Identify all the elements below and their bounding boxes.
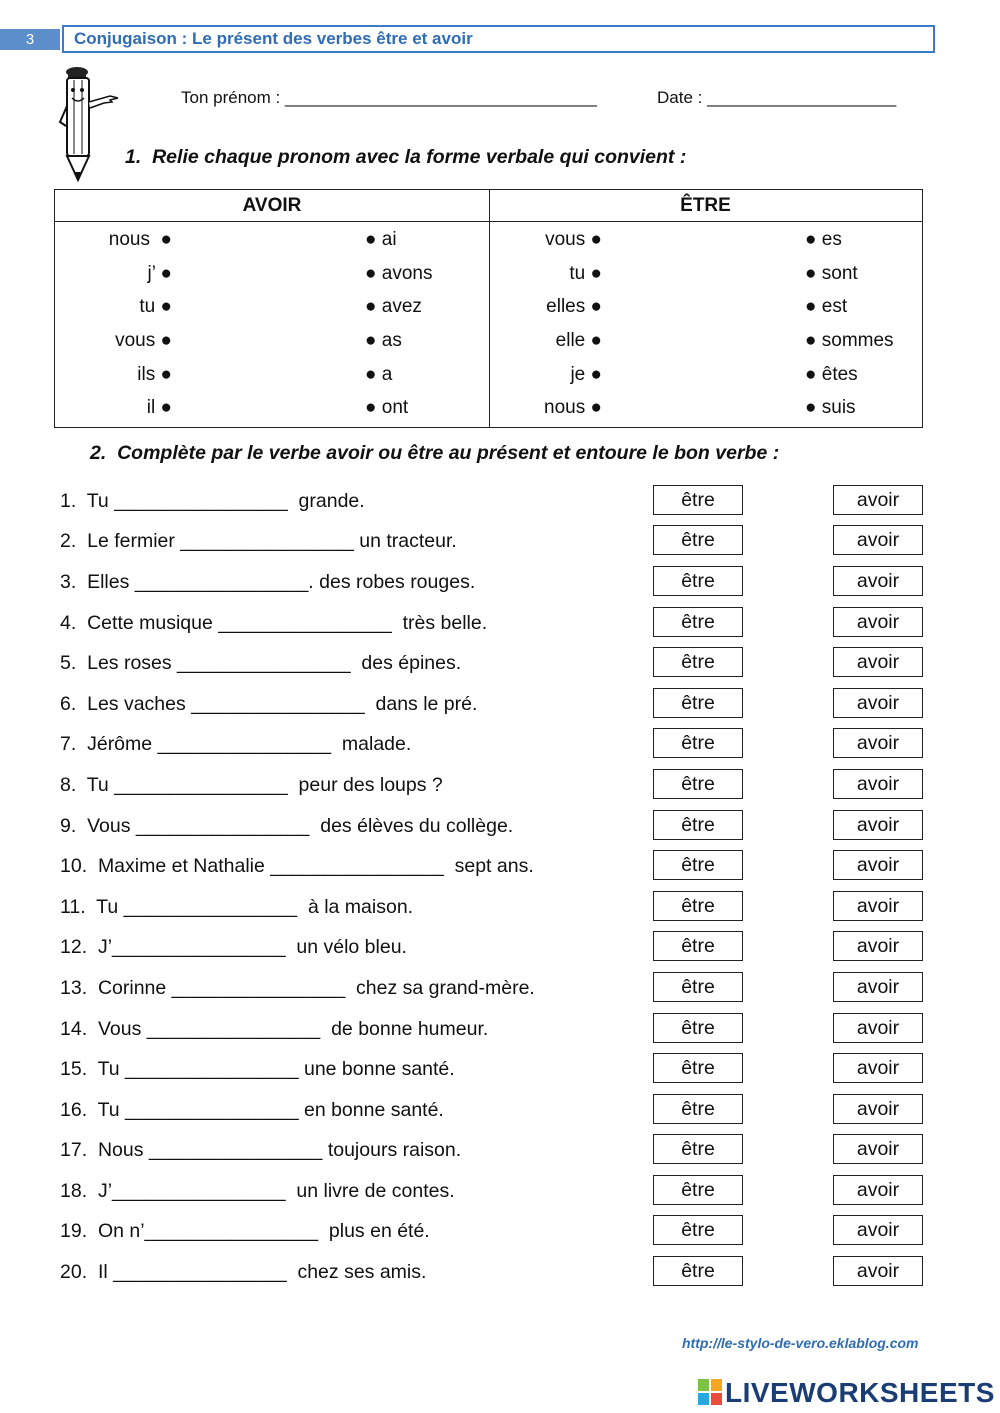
sentence-with-blank[interactable]: 2. Le fermier ________________ un tracteur.: [60, 530, 457, 552]
sentence-with-blank[interactable]: 14. Vous ________________ de bonne humeur.: [60, 1018, 489, 1040]
sentence-with-blank[interactable]: 12. J’________________ un vélo bleu.: [60, 936, 407, 958]
avoir-option-button[interactable]: avoir: [833, 891, 923, 921]
etre-option-button[interactable]: être: [653, 485, 743, 515]
sentence-with-blank[interactable]: 8. Tu ________________ peur des loups ?: [60, 774, 443, 796]
sentence-with-blank[interactable]: 15. Tu ________________ une bonne santé.: [60, 1058, 455, 1080]
avoir-option-button[interactable]: avoir: [833, 769, 923, 799]
etre-option-button[interactable]: être: [653, 1053, 743, 1083]
avoir-option-button[interactable]: avoir: [833, 810, 923, 840]
etre-pronoun-dot[interactable]: vous ●: [545, 229, 602, 250]
exercise-row: [0, 728, 1000, 762]
sentence-with-blank[interactable]: 6. Les vaches ________________ dans le pré.: [60, 693, 478, 715]
exercise-row: [0, 647, 1000, 681]
exercise-row: [0, 1053, 1000, 1087]
avoir-column-header: AVOIR: [55, 190, 490, 222]
sentence-with-blank[interactable]: 4. Cette musique ________________ très belle.: [60, 612, 488, 634]
avoir-option-button[interactable]: avoir: [833, 1175, 923, 1205]
avoir-verb-dot[interactable]: ● a: [365, 364, 393, 385]
exercise-row: [0, 850, 1000, 884]
avoir-option-button[interactable]: avoir: [833, 566, 923, 596]
etre-verb-dot[interactable]: ● sont: [805, 263, 858, 284]
avoir-pronoun-dot[interactable]: il ●: [146, 397, 172, 418]
etre-option-button[interactable]: être: [653, 1094, 743, 1124]
sentence-with-blank[interactable]: 19. On n’________________ plus en été.: [60, 1220, 430, 1242]
avoir-verb-dot[interactable]: ● as: [365, 330, 402, 351]
etre-option-button[interactable]: être: [653, 931, 743, 961]
exercise-2-instruction: 2. Complète par le verbe avoir ou être au présent et entoure le bon verbe :: [90, 442, 780, 464]
etre-option-button[interactable]: être: [653, 1134, 743, 1164]
exercise-row: [0, 566, 1000, 600]
etre-column-header: ÊTRE: [489, 190, 922, 222]
etre-verb-dot[interactable]: ● êtes: [805, 364, 858, 385]
avoir-option-button[interactable]: avoir: [833, 972, 923, 1002]
etre-option-button[interactable]: être: [653, 688, 743, 718]
etre-verb-dot[interactable]: ● est: [805, 296, 848, 317]
avoir-pronoun-dot[interactable]: vous ●: [115, 330, 172, 351]
avoir-option-button[interactable]: avoir: [833, 1256, 923, 1286]
avoir-option-button[interactable]: avoir: [833, 688, 923, 718]
liveworksheets-brand-text: LIVEWORKSHEETS: [725, 1377, 995, 1408]
etre-option-button[interactable]: être: [653, 850, 743, 880]
date-field[interactable]: Date : ____________________: [657, 88, 897, 107]
sentence-with-blank[interactable]: 3. Elles ________________. des robes rouges.: [60, 571, 476, 593]
exercise-row: [0, 1256, 1000, 1290]
etre-option-button[interactable]: être: [653, 1256, 743, 1286]
table-divider: [489, 221, 490, 427]
avoir-option-button[interactable]: avoir: [833, 1215, 923, 1245]
etre-option-button[interactable]: être: [653, 728, 743, 758]
sentence-with-blank[interactable]: 1. Tu ________________ grande.: [60, 490, 365, 512]
exercise-row: [0, 607, 1000, 641]
etre-option-button[interactable]: être: [653, 566, 743, 596]
exercise-row: [0, 485, 1000, 519]
etre-option-button[interactable]: être: [653, 891, 743, 921]
avoir-option-button[interactable]: avoir: [833, 607, 923, 637]
sentence-with-blank[interactable]: 5. Les roses ________________ des épines.: [60, 652, 462, 674]
avoir-option-button[interactable]: avoir: [833, 647, 923, 677]
etre-pronoun-dot[interactable]: je ●: [570, 364, 602, 385]
page-title: Conjugaison : Le présent des verbes être et avoir: [62, 25, 935, 53]
page-number: 3: [0, 29, 60, 50]
sentence-with-blank[interactable]: 13. Corinne ________________ chez sa grand-mère.: [60, 977, 535, 999]
sentence-with-blank[interactable]: 18. J’________________ un livre de contes.: [60, 1180, 455, 1202]
etre-option-button[interactable]: être: [653, 607, 743, 637]
etre-option-button[interactable]: être: [653, 810, 743, 840]
etre-option-button[interactable]: être: [653, 525, 743, 555]
sentence-with-blank[interactable]: 11. Tu ________________ à la maison.: [60, 896, 414, 918]
exercise-row: [0, 1013, 1000, 1047]
avoir-option-button[interactable]: avoir: [833, 1013, 923, 1043]
etre-option-button[interactable]: être: [653, 972, 743, 1002]
avoir-verb-dot[interactable]: ● avons: [365, 263, 433, 284]
avoir-pronoun-dot[interactable]: ils ●: [137, 364, 172, 385]
etre-option-button[interactable]: être: [653, 1013, 743, 1043]
etre-verb-dot[interactable]: ● es: [805, 229, 842, 250]
avoir-verb-dot[interactable]: ● avez: [365, 296, 422, 317]
etre-verb-dot[interactable]: ● suis: [805, 397, 856, 418]
etre-pronoun-dot[interactable]: elle ●: [555, 330, 602, 351]
sentence-with-blank[interactable]: 7. Jérôme ________________ malade.: [60, 733, 412, 755]
exercise-row: [0, 1134, 1000, 1168]
exercise-row: [0, 525, 1000, 559]
avoir-option-button[interactable]: avoir: [833, 1094, 923, 1124]
exercise-row: [0, 1215, 1000, 1249]
exercise-row: [0, 1175, 1000, 1209]
avoir-option-button[interactable]: avoir: [833, 1053, 923, 1083]
sentence-with-blank[interactable]: 20. Il ________________ chez ses amis.: [60, 1261, 427, 1283]
exercise-row: [0, 931, 1000, 965]
pencil-mascot-illustration: [52, 62, 124, 186]
etre-pronoun-dot[interactable]: elles ●: [546, 296, 602, 317]
prenom-field[interactable]: Ton prénom : _________________________________: [181, 88, 597, 107]
avoir-option-button[interactable]: avoir: [833, 850, 923, 880]
source-url-link[interactable]: http://le-stylo-de-vero.eklablog.com: [682, 1335, 919, 1351]
etre-option-button[interactable]: être: [653, 647, 743, 677]
etre-option-button[interactable]: être: [653, 769, 743, 799]
sentence-with-blank[interactable]: 17. Nous ________________ toujours raison.: [60, 1139, 462, 1161]
avoir-pronoun-dot[interactable]: tu ●: [139, 296, 172, 317]
etre-pronoun-dot[interactable]: tu ●: [569, 263, 602, 284]
sentence-with-blank[interactable]: 16. Tu ________________ en bonne santé.: [60, 1099, 444, 1121]
matching-table: [54, 189, 923, 428]
avoir-pronoun-dot[interactable]: j’ ●: [147, 263, 172, 284]
exercise-row: [0, 972, 1000, 1006]
exercise-row: [0, 688, 1000, 722]
exercise-row: [0, 1094, 1000, 1128]
avoir-option-button[interactable]: avoir: [833, 931, 923, 961]
exercise-1-instruction: 1. Relie chaque pronom avec la forme verbale qui convient :: [125, 146, 687, 168]
avoir-verb-dot[interactable]: ● ai: [365, 229, 397, 250]
avoir-option-button[interactable]: avoir: [833, 1134, 923, 1164]
exercise-row: [0, 891, 1000, 925]
liveworksheets-logo-icon: [698, 1379, 722, 1405]
exercise-row: [0, 810, 1000, 844]
sentence-with-blank[interactable]: 9. Vous ________________ des élèves du collège.: [60, 815, 514, 837]
avoir-verb-dot[interactable]: ● ont: [365, 397, 409, 418]
avoir-option-button[interactable]: avoir: [833, 728, 923, 758]
avoir-option-button[interactable]: avoir: [833, 485, 923, 515]
avoir-option-button[interactable]: avoir: [833, 525, 923, 555]
etre-verb-dot[interactable]: ● sommes: [805, 330, 894, 351]
exercise-row: [0, 769, 1000, 803]
etre-option-button[interactable]: être: [653, 1175, 743, 1205]
sentence-with-blank[interactable]: 10. Maxime et Nathalie ________________ sept ans.: [60, 855, 534, 877]
avoir-pronoun-dot[interactable]: nous ●: [108, 229, 172, 250]
etre-option-button[interactable]: être: [653, 1215, 743, 1245]
etre-pronoun-dot[interactable]: nous ●: [544, 397, 602, 418]
